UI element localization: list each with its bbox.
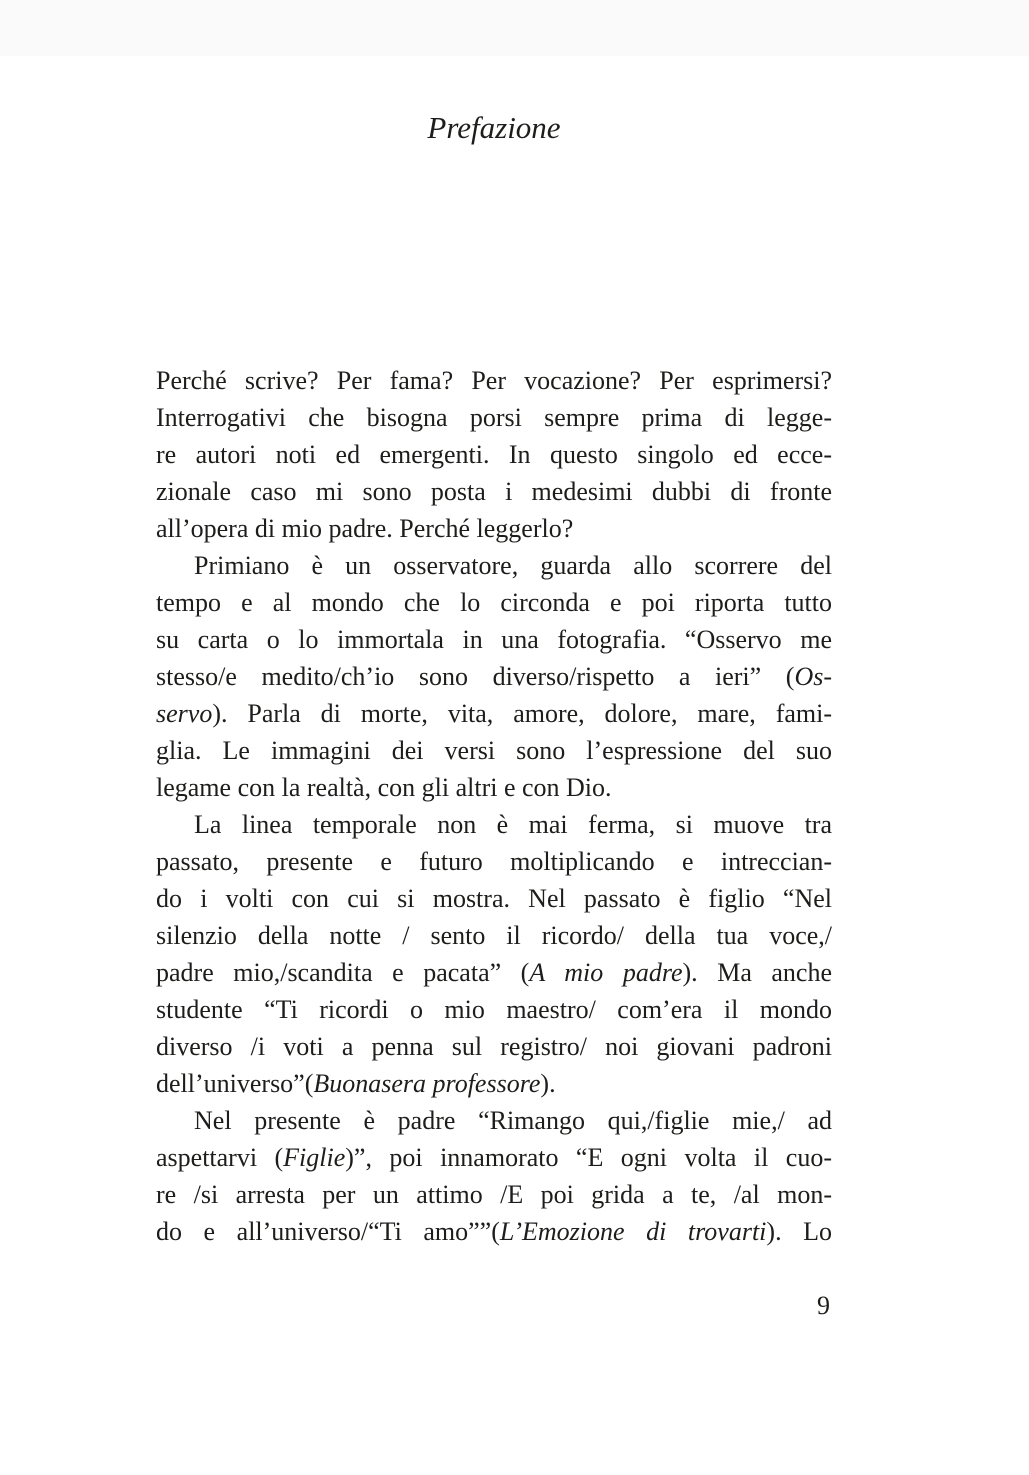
text-line [156,880,832,917]
text-line [156,991,832,1028]
text-segment: re /si arresta per un attimo /E poi grida a te, /al mon- [156,1180,832,1209]
text-segment: passato, presente e futuro moltiplicando e intreccian- [156,847,832,876]
text-segment: Primiano è un osservatore, guarda allo scorrere del [194,551,832,580]
text-line [156,769,832,806]
italic-work-title: Figlie [283,1143,346,1172]
text-segment: all’opera di mio padre. Perché leggerlo? [156,514,574,543]
text-line [156,1028,832,1065]
text-segment: tempo e al mondo che lo circonda e poi riporta tutto [156,588,832,617]
text-line [156,584,832,621]
paragraph [156,806,832,1102]
text-segment: aspettarvi ( [156,1143,284,1172]
text-line [156,1176,832,1213]
page-number: 9 [817,1291,830,1320]
text-line [156,843,832,880]
text-line [156,954,832,991]
italic-work-title: servo [156,699,213,728]
text-segment: ). [540,1069,556,1098]
text-segment: studente “Ti ricordi o mio maestro/ com’era il mondo [156,995,832,1024]
text-segment: La linea temporale non è mai ferma, si muove tra [194,810,832,839]
text-segment: Perché scrive? Per fama? Per vocazione? Per esprimersi? [156,366,832,395]
text-line [156,436,832,473]
text-line [156,917,832,954]
italic-work-title: Os- [794,662,832,691]
paragraph [156,362,832,547]
text-line [156,1213,832,1250]
text-segment: su carta o lo immortala in una fotografia. “Osservo me [156,625,832,654]
italic-work-title: A mio padre [529,958,683,987]
text-line [156,732,832,769]
body-text [156,362,832,1250]
text-segment: glia. Le immagini dei versi sono l’espressione del suo [156,736,832,765]
text-line [156,1102,832,1139]
text-segment: legame con la realtà, con gli altri e con Dio. [156,773,612,802]
text-line [156,399,832,436]
text-segment: silenzio della notte / sento il ricordo/ della tua voce,/ [156,921,832,950]
italic-work-title: Buonasera professore [313,1069,541,1098]
text-line [156,510,832,547]
text-segment: dell’universo”( [156,1069,314,1098]
text-segment: ). Parla di morte, vita, amore, dolore, mare, fami- [212,699,832,728]
text-line [156,621,832,658]
text-segment: Interrogativi che bisogna porsi sempre prima di legge- [156,403,832,432]
text-segment: ). Ma anche [682,958,833,987]
text-segment: do i volti con cui si mostra. Nel passato è figlio “Nel [156,884,832,913]
text-segment: re autori noti ed emergenti. In questo singolo ed ecce- [156,440,832,469]
scan-artifact-band [0,0,1029,56]
text-segment: padre mio,/scandita e pacata” ( [156,958,530,987]
text-line [156,362,832,399]
text-line [156,658,832,695]
text-line [156,695,832,732]
text-segment: diverso /i voti a penna sul registro/ noi giovani padroni [156,1032,832,1061]
text-line [156,473,832,510]
text-line [156,547,832,584]
text-segment: )”, poi innamorato “E ogni volta il cuo- [345,1143,832,1172]
paragraph [156,1102,832,1250]
text-line [156,806,832,843]
text-segment: Nel presente è padre “Rimango qui,/figlie mie,/ ad [194,1106,832,1135]
paragraph [156,547,832,806]
text-line [156,1065,832,1102]
text-line [156,1139,832,1176]
text-segment: ). Lo [766,1217,833,1246]
page-title: Prefazione [427,110,561,145]
italic-work-title: L’Emozione di trovarti [499,1217,767,1246]
text-segment: zionale caso mi sono posta i medesimi dubbi di fronte [156,477,832,506]
text-segment: stesso/e medito/ch’io sono diverso/rispetto a ieri” ( [156,662,795,691]
text-segment: do e all’universo/“Ti amo””( [156,1217,500,1246]
